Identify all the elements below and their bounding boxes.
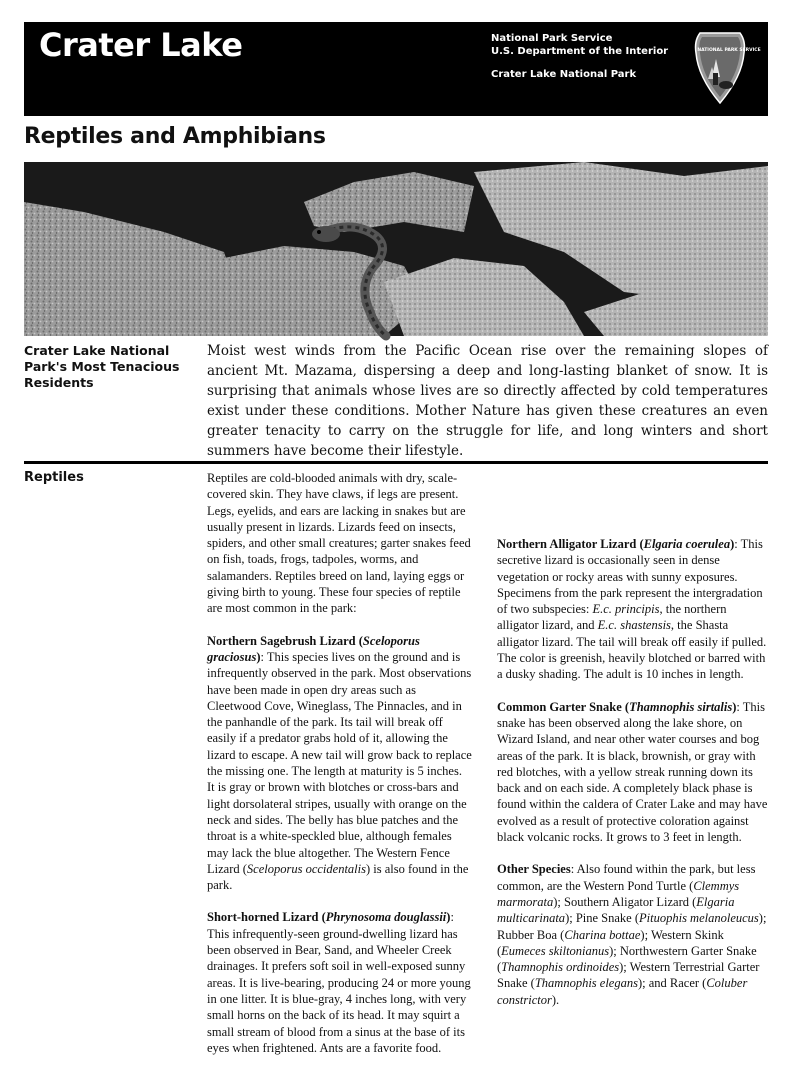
agency-block [491,32,668,58]
species-name-close: ) [446,910,451,925]
species-description: , the northern alligator lizard, and [497,602,727,633]
section-divider [24,461,768,464]
text-column-1 [207,470,472,1072]
other-species-text: ); Southern Aligator Lizard ( [553,894,697,909]
garter-snake-entry [497,699,768,846]
horned-lizard-entry [207,909,472,1056]
species-name: Northern Alligator Lizard ( [497,537,644,551]
other-species-text: : Also found within the park, but less common, are the Western Pond Turtle ( [497,862,756,893]
other-species-text: ); Northwestern Garter Snake ( [497,943,757,975]
section-label: Reptiles [24,470,84,485]
other-species-text: ). [551,992,560,1007]
species-name: Short-horned Lizard ( [207,910,326,925]
scientific-name: Coluber constrictor [497,976,748,1007]
agency-line-2: U.S. Department of the Interior [491,46,669,57]
species-description: : This species lives on the ground and is infrequently observed in the park. Most observations have been made in open dry areas such as Cleetwood Cove, Wineglass, The Pinnacles, and in the panhandle of the park. Its tail will break off easily if a predator grabs hold of it, allowing the lizard to escape. A new tail will grow back to replace the missing one. The length at maturity is 5 inches. It is gray or brown with blotches or cross-bars and light dorsolateral stripes, usually with orange on the neck and sides. The belly has blue patches and the throat is a white-speckled blue, although females may lack the blue altogether. The Western Fence Lizard ( [207,649,472,876]
other-species-heading: Other Species [497,862,571,877]
species-description: : This infrequently-seen ground-dwelling lizard has been observed in Bear, Sand, and Wheeler Creek drainages. It prefers soft soil in well-exposed sunny areas. It is live-bearing, producing 24 or more young in one litter. It is blue-gray, 4 inches long, with very small horns on the back of its head. It may squirt a small stream of blood from a sinus at the base of its eyes when frightened. Ants are a favorite food. [207,910,471,1055]
scientific-name: Thamnophis sirtalis [629,699,733,714]
park-title: Crater Lake [39,26,243,64]
subspecies-name: E.c. shastensis [597,618,671,633]
scientific-name: Elgaria coerulea [643,537,731,551]
other-species-text: ); Western Terrestrial Garter Snake ( [497,960,760,991]
other-species-text: ); Pine Snake ( [565,911,640,926]
scientific-name: Charina bottae [564,927,641,942]
other-species-text: ); Western Skink ( [497,927,724,958]
species-description: : This snake has been observed along the lake shore, on Wizard Island, and near other water courses and bog areas of the park. It is black, brownish, or gray with red blotches, with a yellow streak running down its back and on each side. A completely black phase is found within the caldera of Crater Lake and may have evolved as a result of protective coloration against black volcanic rocks. It grows to 3 feet in length. [497,699,768,845]
scientific-name: Sceloporus graciosus [207,633,420,664]
scientific-name: Elgaria multicarinata [497,894,735,926]
scientific-name: Phrynosoma douglassii [325,910,447,925]
other-species-text: ); and Racer ( [637,976,707,991]
subspecies-name: E.c. principis [592,602,660,617]
reptiles-overview: Reptiles are cold-blooded animals with dry, scale-covered skin. They have claws, if legs are present. Legs, eyelids, and ears are lacking in snakes but are usually present in lizards. Lizards feed on insects, spiders, and other small creatures; garter snakes feed on fish, toads, frogs, tadpoles, worms, and salamanders. Reptiles breed on land, laying eggs or giving birth to young. These four species of reptile are most common in the park: [207,471,471,616]
species-name-close: ) [732,699,737,714]
other-species-text: ); Rubber Boa ( [497,911,767,942]
species-name: Northern Sagebrush Lizard ( [207,633,363,648]
snake-on-rocks-photo [24,162,768,336]
intro-subtitle: Crater Lake National Park's Most Tenacious Residents [24,343,180,390]
alligator-lizard-entry [497,536,768,683]
scientific-name: Sceloporus occidentalis [246,861,366,876]
nps-arrowhead-logo [692,29,761,105]
scientific-name: Eumeces skiltonianus [501,943,610,958]
species-description: : This secretive lizard is occasionally seen in dense vegetation or rocky areas with sunny exposures. Specimens from the park represent the intergradation of two subspecies: [497,537,763,617]
species-name-close: ) [256,649,261,664]
species-description-end: ) is also found in the park. [207,861,469,893]
page-title: Reptiles and Amphibians [24,124,326,149]
header-banner [24,22,768,116]
other-species-entry [497,861,768,1008]
sagebrush-lizard-entry [207,633,472,894]
intro-text: Moist west winds from the Pacific Ocean rise over the remaining slopes of ancient Mt. Mazama, dispersing a deep and long-lasting blanket of snow. It is surprising that animals whose lives are so directly affected by cold temperatures exist under these conditions. Mother Nature has given these creatures an even greater tenacity to carry on the struggle for life, and long winters and short summers have become their lifestyle. [207,343,768,459]
scientific-name: Pituophis melanoleucus [639,911,759,926]
scientific-name: Thamnophis ordinoides [501,960,620,975]
badge-text: NATIONAL PARK SERVICE [697,48,761,53]
species-description: , the Shasta alligator lizard. The tail will break off easily if pulled. The color is greenish, heavily blotched or barred with a dusky shading. The adult is 10 inches in length. [497,618,767,682]
agency-line-1: National Park Service [491,33,613,44]
text-column-2-main [497,536,768,1024]
park-name: Crater Lake National Park [491,69,637,80]
scientific-name: Thamnophis elegans [534,976,638,991]
species-name-close: ) [730,537,735,551]
species-name: Common Garter Snake ( [497,699,630,714]
scientific-name: Clemmys marmorata [497,878,740,909]
